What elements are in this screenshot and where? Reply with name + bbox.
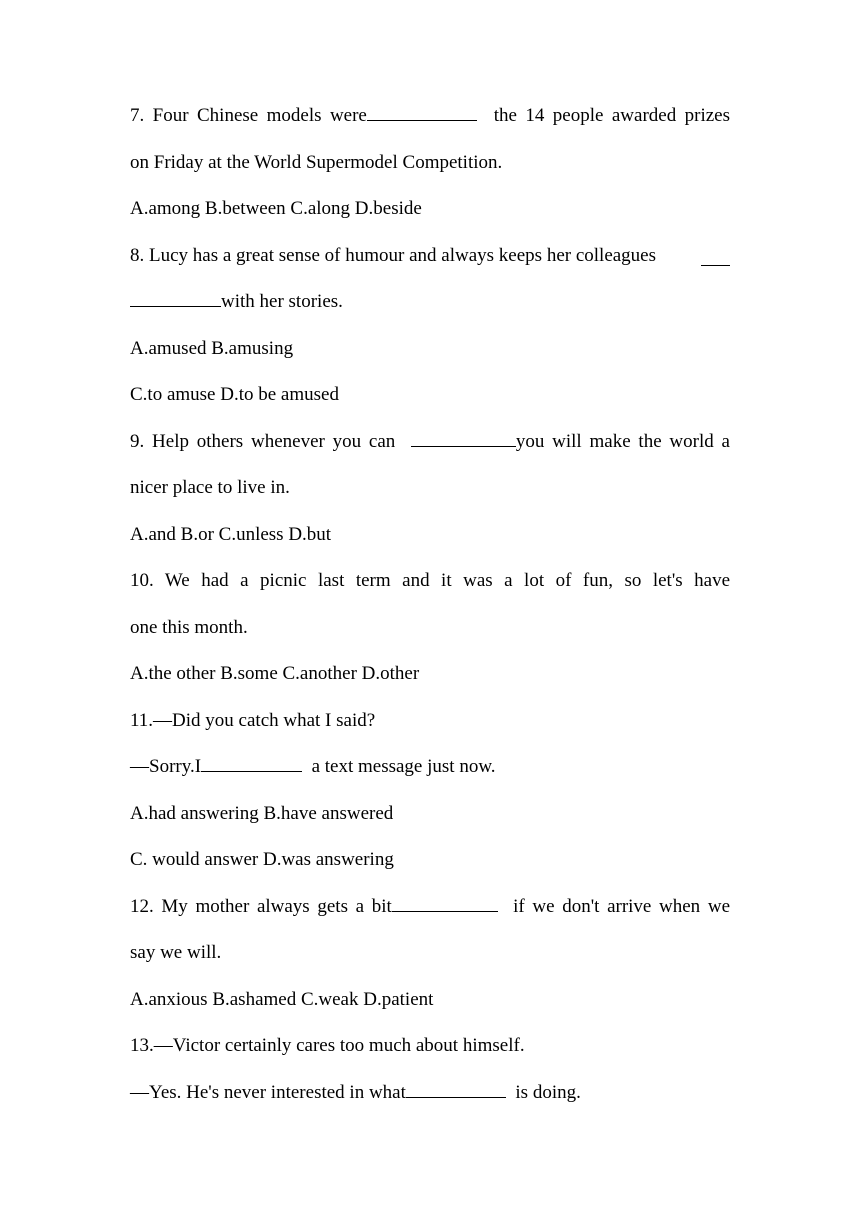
q13-stem-line-2 [130, 1075, 730, 1122]
q12-stem-line-1 [130, 889, 730, 936]
q10-stem-line-1: 10. We had a picnic last term and it was a lot of fun, so let's have [130, 570, 730, 591]
q7-options: A.among B.between C.along D.beside [130, 198, 422, 219]
q7-stem-text-before-blank: 7. Four Chinese models were [130, 105, 367, 126]
question-list [130, 98, 730, 1121]
q12-stem-text-after-blank: if we don't arrive when we [513, 895, 731, 917]
q7-stem-line-2: on Friday at the World Supermodel Competition. [130, 151, 503, 173]
q11-stem-line-2 [130, 749, 730, 796]
q8-stem-line-2 [130, 284, 730, 331]
q9-stem-line-2: nicer place to live in. [130, 477, 290, 498]
q11-stem-line-1: 11.—Did you catch what I said? [130, 709, 376, 731]
q11-options-line-2: C. would answer D.was answering [130, 849, 394, 870]
q13-stem-text-before-blank: —Yes. He's never interested in what [130, 1081, 406, 1103]
q10-stem-line-2: one this month. [130, 616, 248, 638]
q8-options-line-2: C.to amuse D.to be amused [130, 384, 339, 405]
q11-options-line-1: A.had answering B.have answered [130, 802, 394, 824]
q13-stem-line-1: 13.—Victor certainly cares too much about himself. [130, 1035, 525, 1056]
q11-answer-blank [201, 752, 302, 772]
q13-stem-text-after-blank: is doing. [515, 1081, 581, 1103]
q9-stem-text-after-blank: you will make the world a [515, 430, 730, 452]
q8-stem-text: 8. Lucy has a great sense of humour and always keeps her colleagues [130, 244, 657, 266]
q7-stem-line-1 [130, 98, 730, 145]
q9-answer-blank [411, 427, 516, 447]
q10-options: A.the other B.some C.another D.other [130, 663, 420, 684]
q11-stem-text-after-blank: a text message just now. [311, 756, 496, 777]
q8-answer-blank-start [701, 246, 730, 266]
q8-answer-blank-end [130, 287, 221, 307]
q7-stem-text-after-blank: the 14 people awarded prizes [493, 105, 731, 126]
q12-stem-line-2: say we will. [130, 942, 222, 963]
q12-answer-blank [392, 892, 498, 912]
q9-options: A.and B.or C.unless D.but [130, 523, 332, 545]
q11-stem-text-before-blank: —Sorry.I [130, 756, 202, 777]
q7-answer-blank [367, 101, 477, 121]
q9-stem-line-1 [130, 424, 730, 471]
q8-stem-line-1 [130, 238, 730, 285]
q12-options: A.anxious B.ashamed C.weak D.patient [130, 988, 434, 1010]
q8-options-line-1: A.amused B.amusing [130, 337, 294, 359]
q9-stem-text-before-blank: 9. Help others whenever you can [130, 430, 396, 452]
q12-stem-text-before-blank: 12. My mother always gets a bit [130, 895, 392, 917]
q8-stem-text-after-blank: with her stories. [221, 291, 343, 312]
q13-answer-blank [406, 1078, 506, 1098]
